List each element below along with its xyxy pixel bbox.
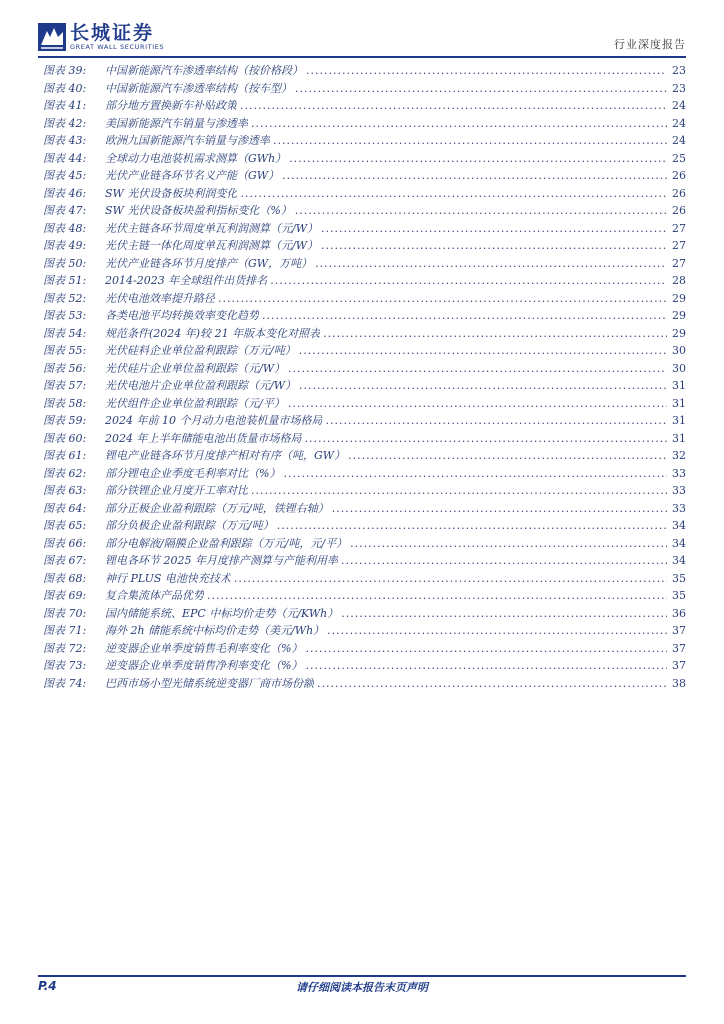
toc-dot-leader	[288, 397, 667, 410]
toc-entry[interactable]	[43, 675, 686, 693]
toc-dot-leader	[332, 502, 667, 515]
toc-entry-title: 部分地方置换新车补贴政策	[105, 99, 237, 112]
toc-entry-page: 36	[672, 606, 686, 620]
toc-entry-label: 图表 59:	[43, 414, 87, 427]
toc-entry[interactable]	[43, 640, 686, 658]
toc-entry-label: 图表 46:	[43, 186, 87, 200]
toc-entry[interactable]	[43, 202, 686, 220]
toc-entry-title: 光伏硅片企业单位盈利跟踪（元/W）	[105, 361, 286, 375]
toc-entry[interactable]	[43, 167, 686, 185]
toc-entry-page: 29	[672, 309, 686, 322]
toc-entry[interactable]	[43, 237, 686, 255]
toc-entry-label: 图表 74:	[43, 676, 87, 690]
toc-entry-label: 图表 47:	[43, 204, 87, 217]
toc-entry-title: 光伏主链一体化周度单瓦利润测算（元/W）	[105, 239, 319, 252]
toc-entry-title: 全球动力电池装机需求测算（GWh）	[105, 151, 287, 165]
toc-dot-leader	[288, 362, 667, 375]
toc-entry[interactable]	[43, 412, 686, 430]
toc-entry[interactable]	[43, 255, 686, 273]
toc-entry-page: 29	[672, 326, 686, 340]
logo-chinese-name: 长城证券	[70, 21, 155, 44]
toc-entry[interactable]	[43, 185, 686, 203]
toc-entry-label: 图表 51:	[43, 274, 87, 287]
toc-entry-title: 逆变器企业单季度销售净利率变化（%）	[105, 659, 303, 672]
page-number: P.4	[38, 979, 57, 993]
toc-entry[interactable]	[43, 115, 686, 133]
toc-entry-page: 31	[672, 379, 686, 392]
toc-dot-leader	[234, 572, 667, 585]
toc-entry-title: 复合集流体产品优势	[105, 589, 204, 602]
toc-entry-title: 神行 PLUS 电池快充技术	[105, 571, 231, 585]
toc-entry[interactable]	[43, 570, 686, 588]
toc-entry-title: 部分锂电企业季度毛利率对比（%）	[105, 466, 281, 480]
footer-divider	[38, 975, 686, 977]
toc-entry[interactable]	[43, 605, 686, 623]
toc-entry-title: 部分铁锂企业月度开工率对比	[105, 484, 248, 497]
toc-entry-page: 35	[672, 571, 686, 585]
toc-dot-leader	[277, 519, 667, 532]
toc-entry-title: 光伏组件企业单位盈利跟踪（元/平）	[105, 396, 285, 410]
toc-dot-leader	[350, 537, 667, 550]
toc-entry-page: 33	[672, 466, 686, 480]
document-type-label: 行业深度报告	[614, 38, 686, 51]
toc-entry-page: 31	[672, 414, 686, 427]
toc-entry[interactable]	[43, 325, 686, 343]
toc-dot-leader	[348, 449, 667, 462]
toc-dot-leader	[207, 589, 667, 602]
toc-entry-page: 37	[672, 641, 686, 655]
toc-entry-label: 图表 61:	[43, 449, 87, 462]
toc-entry-page: 32	[672, 449, 686, 462]
toc-entry-label: 图表 56:	[43, 361, 87, 375]
toc-entry-label: 图表 42:	[43, 116, 87, 130]
toc-dot-leader	[341, 607, 667, 620]
toc-entry-title: 锂电各环节 2025 年月度排产测算与产能利用率	[105, 554, 338, 567]
figure-list	[43, 62, 686, 692]
toc-entry-label: 图表 70:	[43, 606, 87, 620]
toc-entry-page: 27	[672, 221, 686, 235]
toc-entry[interactable]	[43, 80, 686, 98]
toc-entry-title: 2024 年上半年储能电池出货量市场格局	[105, 431, 302, 445]
toc-entry-label: 图表 63:	[43, 484, 87, 497]
toc-entry-title: 逆变器企业单季度销售毛利率变化（%）	[105, 641, 303, 655]
toc-entry-page: 23	[672, 64, 686, 77]
toc-dot-leader	[262, 309, 667, 322]
toc-entry-page: 24	[672, 99, 686, 112]
toc-entry-title: 各类电池平均转换效率变化趋势	[105, 309, 259, 322]
toc-entry[interactable]	[43, 360, 686, 378]
toc-entry-title: 锂电产业链各环节月度排产相对有序（吨，GW）	[105, 449, 346, 462]
toc-entry[interactable]	[43, 220, 686, 238]
great-wall-logo-icon	[38, 23, 66, 51]
toc-entry-page: 30	[672, 361, 686, 375]
toc-entry-label: 图表 55:	[43, 344, 87, 357]
toc-entry-title: 规范条件(2024 年)较 21 年版本变化对照表	[105, 326, 321, 340]
toc-entry-page: 28	[672, 274, 686, 287]
toc-entry[interactable]	[43, 465, 686, 483]
toc-entry-title: 光伏硅料企业单位盈利跟踪（万元/吨）	[105, 344, 296, 357]
toc-entry[interactable]	[43, 552, 686, 570]
toc-dot-leader	[240, 99, 667, 112]
toc-entry-label: 图表 64:	[43, 501, 87, 515]
toc-entry-title: 光伏电池效率提升路径	[105, 291, 215, 305]
toc-entry[interactable]	[43, 500, 686, 518]
toc-entry-label: 图表 40:	[43, 81, 87, 95]
toc-dot-leader	[315, 257, 667, 270]
toc-entry-label: 图表 68:	[43, 571, 87, 585]
toc-dot-leader	[295, 82, 667, 95]
toc-entry-page: 27	[672, 239, 686, 252]
toc-entry-page: 35	[672, 589, 686, 602]
disclaimer-notice: 请仔细阅读本报告末页声明	[296, 981, 428, 994]
toc-entry-title: 光伏主链各环节周度单瓦利润测算（元/W）	[105, 221, 319, 235]
company-logo	[38, 20, 164, 54]
toc-entry-page: 38	[672, 676, 686, 690]
toc-entry-title: 部分负极企业盈利跟踪（万元/吨）	[105, 519, 274, 532]
toc-entry[interactable]	[43, 97, 686, 115]
toc-entry-label: 图表 50:	[43, 256, 87, 270]
toc-entry-page: 27	[672, 256, 686, 270]
toc-dot-leader	[218, 292, 667, 305]
toc-entry-title: 光伏电池片企业单位盈利跟踪（元/W）	[105, 379, 297, 392]
toc-entry[interactable]	[43, 430, 686, 448]
toc-dot-leader	[305, 642, 667, 655]
toc-entry[interactable]	[43, 307, 686, 325]
toc-dot-leader	[240, 187, 667, 200]
toc-entry-label: 图表 69:	[43, 589, 87, 602]
toc-entry-label: 图表 66:	[43, 536, 87, 550]
toc-entry-label: 图表 39:	[43, 64, 87, 77]
toc-entry-page: 26	[672, 204, 686, 217]
toc-entry-title: 中国新能源汽车渗透率结构（按价格段）	[105, 64, 303, 77]
toc-dot-leader	[317, 677, 667, 690]
toc-entry-label: 图表 58:	[43, 396, 87, 410]
toc-entry[interactable]	[43, 132, 686, 150]
toc-entry-label: 图表 57:	[43, 379, 87, 392]
toc-dot-leader	[305, 432, 668, 445]
toc-dot-leader	[251, 484, 667, 497]
toc-entry-label: 图表 41:	[43, 99, 87, 112]
toc-entry-label: 图表 45:	[43, 169, 87, 182]
toc-entry-page: 33	[672, 484, 686, 497]
toc-dot-leader	[325, 414, 667, 427]
toc-dot-leader	[289, 152, 667, 165]
toc-entry[interactable]	[43, 657, 686, 675]
toc-entry-label: 图表 73:	[43, 659, 87, 672]
toc-entry-title: 部分正极企业盈利跟踪（万元/吨，铁锂右轴）	[105, 501, 329, 515]
toc-entry[interactable]	[43, 272, 686, 290]
toc-entry-label: 图表 65:	[43, 519, 87, 532]
toc-entry-page: 31	[672, 396, 686, 410]
toc-entry[interactable]	[43, 622, 686, 640]
toc-entry-label: 图表 67:	[43, 554, 87, 567]
toc-dot-leader	[305, 659, 667, 672]
toc-entry-page: 24	[672, 116, 686, 130]
toc-dot-leader	[299, 379, 667, 392]
toc-entry-label: 图表 53:	[43, 309, 87, 322]
toc-entry-title: 国内储能系统、EPC 中标均价走势（元/KWh）	[105, 606, 339, 620]
toc-dot-leader	[306, 64, 667, 77]
toc-entry-label: 图表 54:	[43, 326, 87, 340]
toc-dot-leader	[295, 204, 667, 217]
toc-entry-page: 34	[672, 519, 686, 532]
toc-entry-page: 37	[672, 624, 686, 637]
toc-dot-leader	[323, 327, 667, 340]
toc-entry-title: SW 光伏设备板块盈利指标变化（%）	[105, 204, 292, 217]
toc-entry-title: 中国新能源汽车渗透率结构（按车型）	[105, 81, 292, 95]
toc-dot-leader	[321, 222, 667, 235]
toc-entry[interactable]	[43, 587, 686, 605]
toc-entry[interactable]	[43, 150, 686, 168]
toc-entry-label: 图表 71:	[43, 624, 87, 637]
toc-entry-page: 26	[672, 169, 686, 182]
toc-entry-label: 图表 52:	[43, 291, 87, 305]
toc-dot-leader	[282, 169, 667, 182]
toc-entry-title: 海外 2h 储能系统中标均价走势（美元/Wh）	[105, 624, 325, 637]
header-divider	[38, 56, 686, 58]
toc-entry[interactable]	[43, 395, 686, 413]
toc-entry[interactable]	[43, 482, 686, 500]
toc-entry-label: 图表 49:	[43, 239, 87, 252]
toc-entry-page: 23	[672, 81, 686, 95]
toc-entry-title: 2024 年前 10 个月动力电池装机量市场格局	[105, 414, 323, 427]
toc-dot-leader	[273, 134, 667, 147]
toc-entry-label: 图表 43:	[43, 134, 87, 147]
toc-dot-leader	[251, 117, 667, 130]
toc-entry-page: 33	[672, 501, 686, 515]
toc-entry-page: 26	[672, 186, 686, 200]
toc-dot-leader	[321, 239, 667, 252]
toc-entry-page: 31	[672, 431, 686, 445]
page-header	[38, 20, 686, 56]
toc-entry[interactable]	[43, 535, 686, 553]
toc-entry-label: 图表 62:	[43, 466, 87, 480]
toc-entry-title: 光伏产业链各环节月度排产（GW，万吨）	[105, 256, 313, 270]
toc-entry-title: 2014-2023 年全球组件出货排名	[105, 274, 268, 287]
toc-entry-label: 图表 48:	[43, 221, 87, 235]
toc-entry-title: 欧洲九国新能源汽车销量与渗透率	[105, 134, 270, 147]
toc-dot-leader	[341, 554, 667, 567]
logo-english-name: GREAT WALL SECURITIES	[70, 42, 165, 51]
toc-entry-label: 图表 72:	[43, 641, 87, 655]
toc-dot-leader	[299, 344, 667, 357]
toc-entry-page: 37	[672, 659, 686, 672]
toc-entry-title: 巴西市场小型光储系统逆变器厂商市场份额	[105, 676, 314, 690]
toc-entry-label: 图表 60:	[43, 431, 87, 445]
toc-entry[interactable]	[43, 342, 686, 360]
toc-entry-page: 30	[672, 344, 686, 357]
toc-dot-leader	[283, 467, 667, 480]
toc-entry-page: 24	[672, 134, 686, 147]
toc-entry[interactable]	[43, 62, 686, 80]
toc-entry[interactable]	[43, 517, 686, 535]
toc-entry-page: 34	[672, 554, 686, 567]
toc-dot-leader	[270, 274, 667, 287]
toc-entry-page: 25	[672, 151, 686, 165]
toc-entry-label: 图表 44:	[43, 151, 87, 165]
toc-entry[interactable]	[43, 377, 686, 395]
toc-dot-leader	[327, 624, 667, 637]
toc-entry-title: 美国新能源汽车销量与渗透率	[105, 116, 248, 130]
toc-entry[interactable]	[43, 290, 686, 308]
toc-entry[interactable]	[43, 447, 686, 465]
toc-entry-page: 34	[672, 536, 686, 550]
toc-entry-title: 部分电解液/隔膜企业盈利跟踪（万元/吨，元/平）	[105, 536, 348, 550]
toc-entry-title: SW 光伏设备板块利润变化	[105, 186, 238, 200]
toc-entry-title: 光伏产业链各环节名义产能（GW）	[105, 169, 280, 182]
toc-entry-page: 29	[672, 291, 686, 305]
